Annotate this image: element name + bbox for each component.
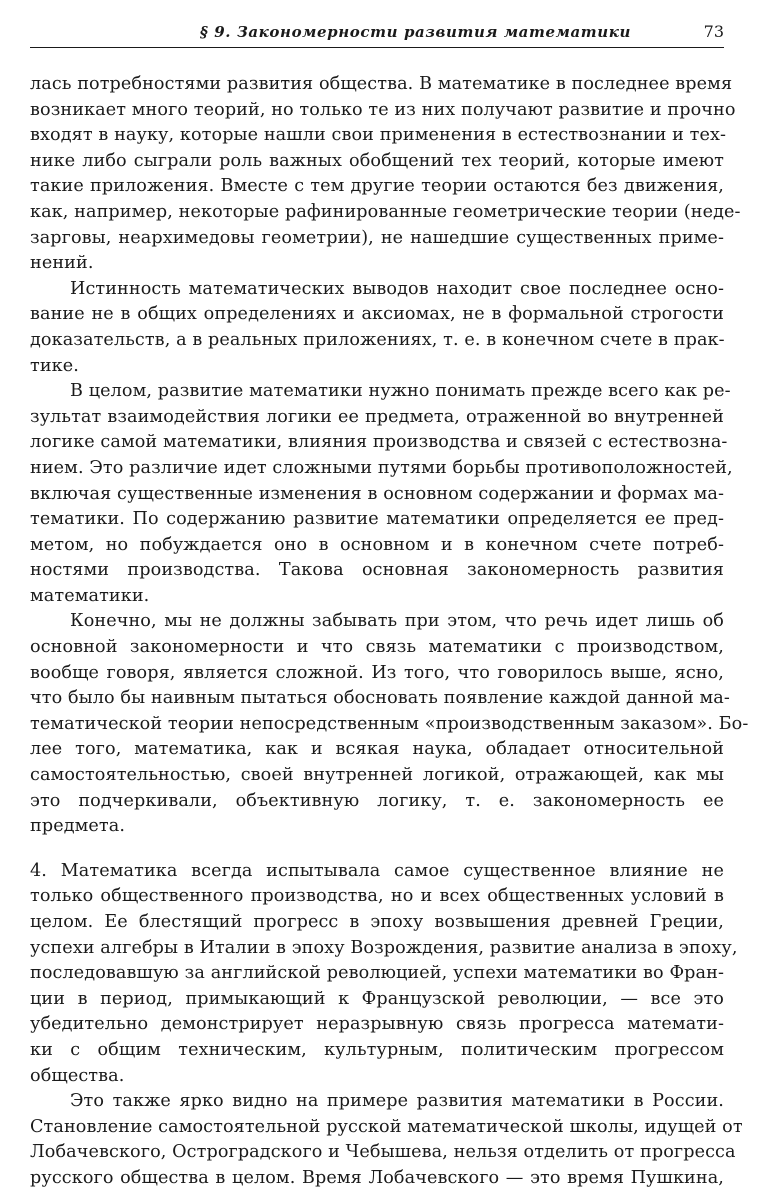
running-title: § 9. Закономерности развития математики xyxy=(200,23,632,41)
text-line: вание не в общих определениях и аксиомах, не в формальной строгости xyxy=(30,304,724,325)
header-rule xyxy=(30,47,724,48)
text-line: основной закономерности и что связь математики с производством, xyxy=(30,637,724,658)
text-line: 4. Математика всегда испытывала самое существенное влияние не xyxy=(30,860,724,881)
text-line: убедительно демонстрирует неразрывную связь прогресса математи- xyxy=(30,1014,724,1035)
text-line: тике. xyxy=(30,355,79,376)
text-line: русского общества в целом. Время Лобачевского — это время Пушкина, xyxy=(30,1167,724,1188)
text-line: Это также ярко видно на примере развития математики в России. xyxy=(70,1091,724,1112)
running-header xyxy=(30,20,724,46)
text-line: нений. xyxy=(30,253,94,274)
text-line: успехи алгебры в Италии в эпоху Возрождения, развитие анализа в эпоху, xyxy=(30,937,738,958)
text-line: ции в период, примыкающий к Французской революции, — все это xyxy=(30,988,724,1009)
section-gap xyxy=(30,840,724,859)
text-line: только общественного производства, но и всех общественных условий в xyxy=(30,886,724,907)
text-line: Лобачевского, Остроградского и Чебышева, нельзя отделить от прогресса xyxy=(30,1142,736,1163)
text-line: предмета. xyxy=(30,816,126,837)
text-line: последовавшую за английской революцией, успехи математики во Фран- xyxy=(30,963,724,984)
text-line: лась потребностями развития общества. В математике в последнее время xyxy=(30,74,733,94)
text-line: метом, но побуждается оно в основном и в конечном счете потреб- xyxy=(30,534,724,555)
text-line: доказательств, а в реальных приложениях, т. е. в конечном счете в прак- xyxy=(30,329,725,350)
text-line: зультат взаимодействия логики ее предмета, отраженной во внутренней xyxy=(30,406,724,427)
text-line: ки с общим техническим, культурным, политическим прогрессом xyxy=(30,1039,724,1060)
text-line: нике либо сыграли роль важных обобщений тех теорий, которые имеют xyxy=(30,150,724,171)
text-line: самостоятельностью, своей внутренней логикой, отражающей, как мы xyxy=(30,765,724,786)
text-line: Становление самостоятельной русской математической школы, идущей от xyxy=(30,1116,743,1137)
text-line: такие приложения. Вместе с тем другие теории остаются без движения, xyxy=(30,176,724,197)
text-line: нием. Это различие идет сложными путями борьбы противоположностей, xyxy=(30,457,733,478)
text-line: что было бы наивным пытаться обосновать появление каждой данной ма- xyxy=(30,688,730,709)
text-line: входят в науку, которые нашли свои применения в естествознании и тех- xyxy=(30,125,727,146)
text-line: это подчеркивали, объективную логику, т. е. закономерность ее xyxy=(30,790,724,811)
text-line: общества. xyxy=(30,1065,125,1086)
text-line: вообще говоря, является сложной. Из того, что говорилось выше, ясно, xyxy=(30,662,724,683)
text-line: включая существенные изменения в основном содержании и формах ма- xyxy=(30,483,724,504)
body-text xyxy=(30,72,749,1192)
text-line: Конечно, мы не должны забывать при этом, что речь идет лишь об xyxy=(70,611,724,632)
page-number: 73 xyxy=(703,22,724,41)
text-line: возникает много теорий, но только те из них получают развитие и прочно xyxy=(30,99,736,120)
text-line: Истинность математических выводов находит свое последнее осно- xyxy=(70,278,724,299)
text-line: зарговы, неархимедовы геометрии), не нашедшие существенных приме- xyxy=(30,227,724,248)
text-line: математики. xyxy=(30,585,150,606)
text-line: лее того, математика, как и всякая наука, обладает относительной xyxy=(30,739,724,760)
text-line: как, например, некоторые рафинированные геометрические теории (неде- xyxy=(30,201,741,222)
text-line: тематики. По содержанию развитие математики определяется ее пред- xyxy=(30,509,724,530)
text-line: целом. Ее блестящий прогресс в эпоху возвышения древней Греции, xyxy=(30,912,724,932)
text-line: ностями производства. Такова основная закономерность развития xyxy=(30,560,724,581)
text-line: тематической теории непосредственным «производственным заказом». Бо- xyxy=(30,713,749,734)
text-line: логике самой математики, влияния производства и связей с естествозна- xyxy=(30,432,728,453)
text-line: В целом, развитие математики нужно понимать прежде всего как ре- xyxy=(70,381,731,402)
